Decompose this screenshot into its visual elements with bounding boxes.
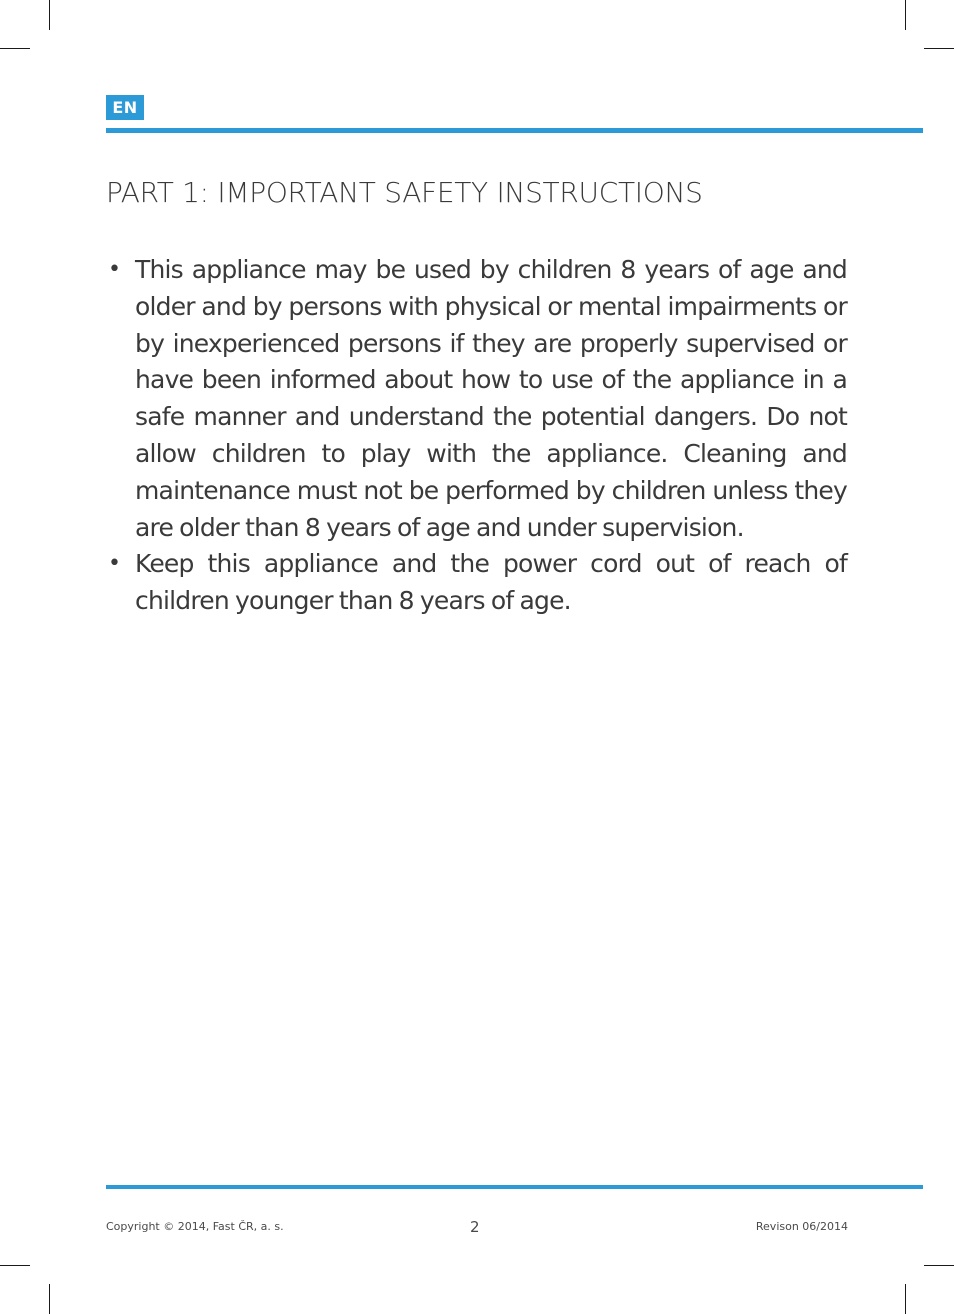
crop-mark-top-left-vertical [49,0,50,30]
section-title: PART 1: IMPORTANT SAFETY INSTRUCTIONS [106,176,703,209]
header-divider [106,128,923,133]
bullet-text: Keep this appliance and the power cord out of reach of children younger than 8 years of age. [135,549,847,616]
crop-mark-top-right-horizontal [924,48,954,49]
bullet-icon: • [108,257,121,282]
page-number: 2 [470,1218,480,1236]
safety-bullet-list [106,252,847,620]
list-item [106,546,847,620]
footer-revision: Revison 06/2014 [755,1220,848,1233]
footer-divider [106,1185,923,1189]
footer-copyright: Copyright © 2014, Fast ČR, a. s. [106,1220,284,1233]
bullet-text: This appliance may be used by children 8 years of age and older and by persons with physical or mental impairments or by inexperienced persons if they are properly supervised or have been informed about how to use of the appliance in a safe manner and understand the potential dangers. Do not allow children to play with the appliance. Cleaning and maintenance must not be performed by children unless they are older than 8 years of age and under supervision. [135,255,847,542]
list-item [106,252,847,546]
bullet-icon: • [108,551,121,577]
crop-mark-bottom-right-horizontal [924,1265,954,1266]
language-badge: EN [106,95,144,120]
crop-mark-bottom-left-vertical [49,1284,50,1314]
crop-mark-bottom-right-vertical [905,1284,906,1314]
crop-mark-top-left-horizontal [0,48,30,49]
crop-mark-bottom-left-horizontal [0,1265,30,1266]
crop-mark-top-right-vertical [905,0,906,30]
